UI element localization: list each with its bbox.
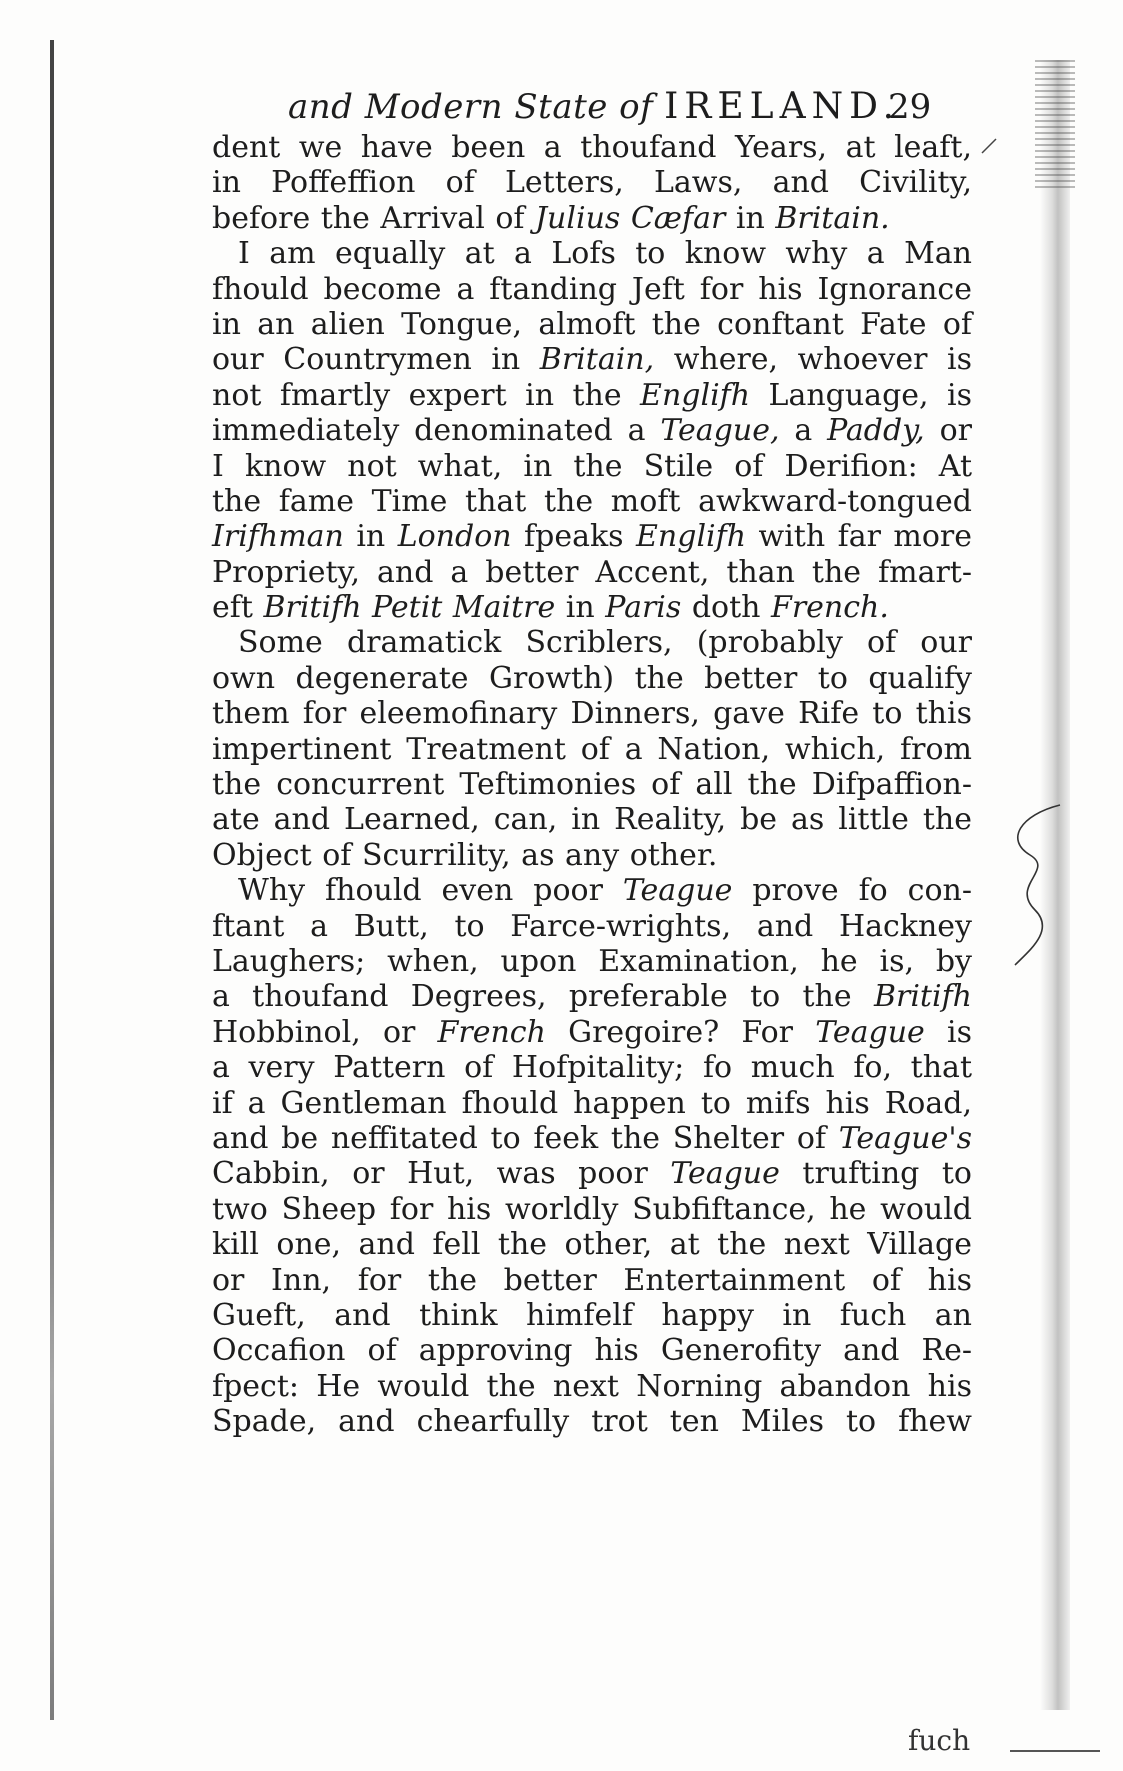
text-line	[212, 413, 972, 448]
text-segment: own degenerate Growth) the better to qualify	[212, 660, 972, 696]
text-segment: Occafion of approving his Generofity and Re-	[212, 1333, 972, 1369]
text-segment: in Poffeffion of Letters, Laws, and Civility,	[212, 165, 972, 201]
text-line	[212, 1192, 972, 1227]
text-line	[212, 1263, 972, 1298]
italic-text-segment: Englifh	[636, 519, 747, 555]
italic-text-segment: Paddy,	[827, 413, 925, 449]
text-line	[212, 378, 972, 413]
text-line	[212, 307, 972, 342]
text-segment: a	[779, 413, 828, 449]
text-line	[212, 1227, 972, 1262]
text-line	[212, 944, 972, 979]
text-segment: our Countrymen in	[212, 342, 540, 378]
italic-text-segment: Britain,	[539, 342, 655, 378]
binding-gutter-line	[50, 40, 54, 1720]
text-segment: is	[924, 1014, 972, 1050]
margin-tick-mark	[980, 135, 1000, 155]
text-segment: with far more	[746, 519, 972, 555]
text-segment: in	[725, 200, 776, 236]
text-segment: ate and Learned, can, in Reality, be as little the	[212, 802, 972, 838]
italic-text-segment: Englifh	[640, 377, 751, 413]
text-segment: immediately denominated a	[212, 413, 661, 449]
text-line	[212, 519, 972, 554]
italic-text-segment: Britifh Petit Maitre	[263, 590, 556, 626]
text-segment: fpeaks	[511, 519, 637, 555]
text-segment: in	[555, 590, 606, 626]
text-line	[212, 696, 972, 731]
text-line	[212, 909, 972, 944]
text-segment: Language, is	[750, 377, 972, 413]
text-line	[212, 1050, 972, 1085]
text-segment: Laughers; when, upon Examination, he is, by	[212, 943, 972, 979]
text-segment: in	[343, 519, 398, 555]
body-text	[212, 130, 972, 1439]
italic-text-segment: Britain.	[775, 200, 890, 236]
italic-text-segment: Teague,	[660, 413, 780, 449]
text-segment: a very Pattern of Hofpitality; fo much fo, that	[212, 1050, 972, 1086]
text-segment: a thoufand Degrees, preferable to the	[212, 979, 874, 1015]
text-segment: the concurrent Teftimonies of all the Difpaffion-	[212, 767, 972, 803]
text-segment: prove fo con-	[732, 873, 972, 909]
text-segment: before the Arrival of	[212, 200, 536, 236]
italic-text-segment: Teague	[670, 1156, 780, 1192]
text-segment: doth	[681, 590, 772, 626]
italic-text-segment: Teague	[815, 1014, 925, 1050]
text-segment: Propriety, and a better Accent, than the fmart-	[212, 554, 972, 590]
page-edge-texture	[1035, 60, 1075, 190]
text-line	[212, 130, 972, 165]
text-line	[212, 838, 972, 873]
text-line	[212, 201, 972, 236]
text-line	[212, 555, 972, 590]
text-segment: Hobbinol, or	[212, 1014, 438, 1050]
italic-text-segment: Irifhman	[212, 519, 344, 555]
text-line	[212, 484, 972, 519]
italic-text-segment: London	[397, 519, 512, 555]
text-segment: I am equally at a Lofs to know why a Man	[238, 236, 972, 272]
text-line	[212, 449, 972, 484]
italic-text-segment: Teague	[622, 873, 733, 909]
text-line	[212, 1086, 972, 1121]
text-line	[212, 272, 972, 307]
text-segment: not fmartly expert in the	[212, 377, 641, 413]
text-line	[212, 979, 972, 1014]
text-line	[212, 165, 972, 200]
text-segment: impertinent Treatment of a Nation, which, from	[212, 731, 972, 767]
text-segment: where, whoever is	[654, 342, 972, 378]
italic-text-segment: Julius Cæfar	[535, 200, 726, 236]
running-head-country: IRELAND.	[664, 86, 901, 127]
text-line	[212, 1298, 972, 1333]
text-segment: dent we have been a thoufand Years, at leaft,	[212, 130, 972, 165]
text-segment: fhould become a ftanding Jeft for his Ignorance	[212, 271, 972, 307]
text-segment: two Sheep for his worldly Subfiftance, he would	[212, 1191, 972, 1227]
text-segment: in an alien Tongue, almoft the conftant Fate of	[212, 306, 972, 342]
text-segment: trufting to	[779, 1156, 972, 1192]
text-segment: if a Gentleman fhould happen to mifs his Road,	[212, 1085, 972, 1121]
text-segment: Why fhould even poor	[238, 873, 623, 909]
text-line	[212, 1015, 972, 1050]
text-line	[212, 661, 972, 696]
text-segment: and be neffitated to feek the Shelter of	[212, 1120, 839, 1156]
text-segment: Gueft, and think himfelf happy in fuch an	[212, 1297, 972, 1333]
text-line	[212, 590, 972, 625]
text-segment: or	[924, 413, 972, 449]
running-head	[288, 80, 968, 134]
text-segment: Cabbin, or Hut, was poor	[212, 1156, 671, 1192]
text-line	[212, 236, 972, 271]
text-line	[212, 342, 972, 377]
text-segment: kill one, and fell the other, at the next Village	[212, 1227, 972, 1263]
text-line	[212, 732, 972, 767]
catchword: fuch	[908, 1724, 971, 1757]
text-segment: fpect: He would the next Norning abandon his	[212, 1368, 972, 1404]
text-line	[212, 625, 972, 660]
text-segment: Gregoire? For	[545, 1014, 816, 1050]
text-segment: Object of Scurrility, as any other.	[212, 837, 718, 873]
text-segment: ftant a Butt, to Farce-wrights, and Hackney	[212, 908, 972, 944]
text-line	[212, 873, 972, 908]
italic-text-segment: French.	[771, 590, 889, 626]
bottom-edge-rule	[1010, 1750, 1100, 1752]
page-number: 29	[888, 87, 932, 127]
running-head-title: and Modern State of	[288, 87, 654, 127]
italic-text-segment: Britifh	[873, 979, 972, 1015]
text-line	[212, 1333, 972, 1368]
text-line	[212, 767, 972, 802]
margin-squiggle-mark	[1000, 800, 1070, 970]
text-line	[212, 1369, 972, 1404]
italic-text-segment: French	[437, 1014, 546, 1050]
text-segment: eft	[212, 590, 264, 626]
text-line	[212, 1404, 972, 1439]
text-segment: Some dramatick Scriblers, (probably of our	[238, 625, 972, 661]
text-segment: them for eleemofinary Dinners, gave Rife to this	[212, 696, 972, 732]
text-line	[212, 1121, 972, 1156]
text-line	[212, 1156, 972, 1191]
text-segment: the fame Time that the moft awkward-tongued	[212, 483, 972, 519]
text-segment: I know not what, in the Stile of Derifion: At	[212, 448, 972, 484]
text-segment: or Inn, for the better Entertainment of his	[212, 1262, 972, 1298]
italic-text-segment: Paris	[605, 590, 682, 626]
italic-text-segment: Teague's	[838, 1120, 972, 1156]
text-line	[212, 802, 972, 837]
text-segment: Spade, and chearfully trot ten Miles to fhew	[212, 1404, 972, 1440]
